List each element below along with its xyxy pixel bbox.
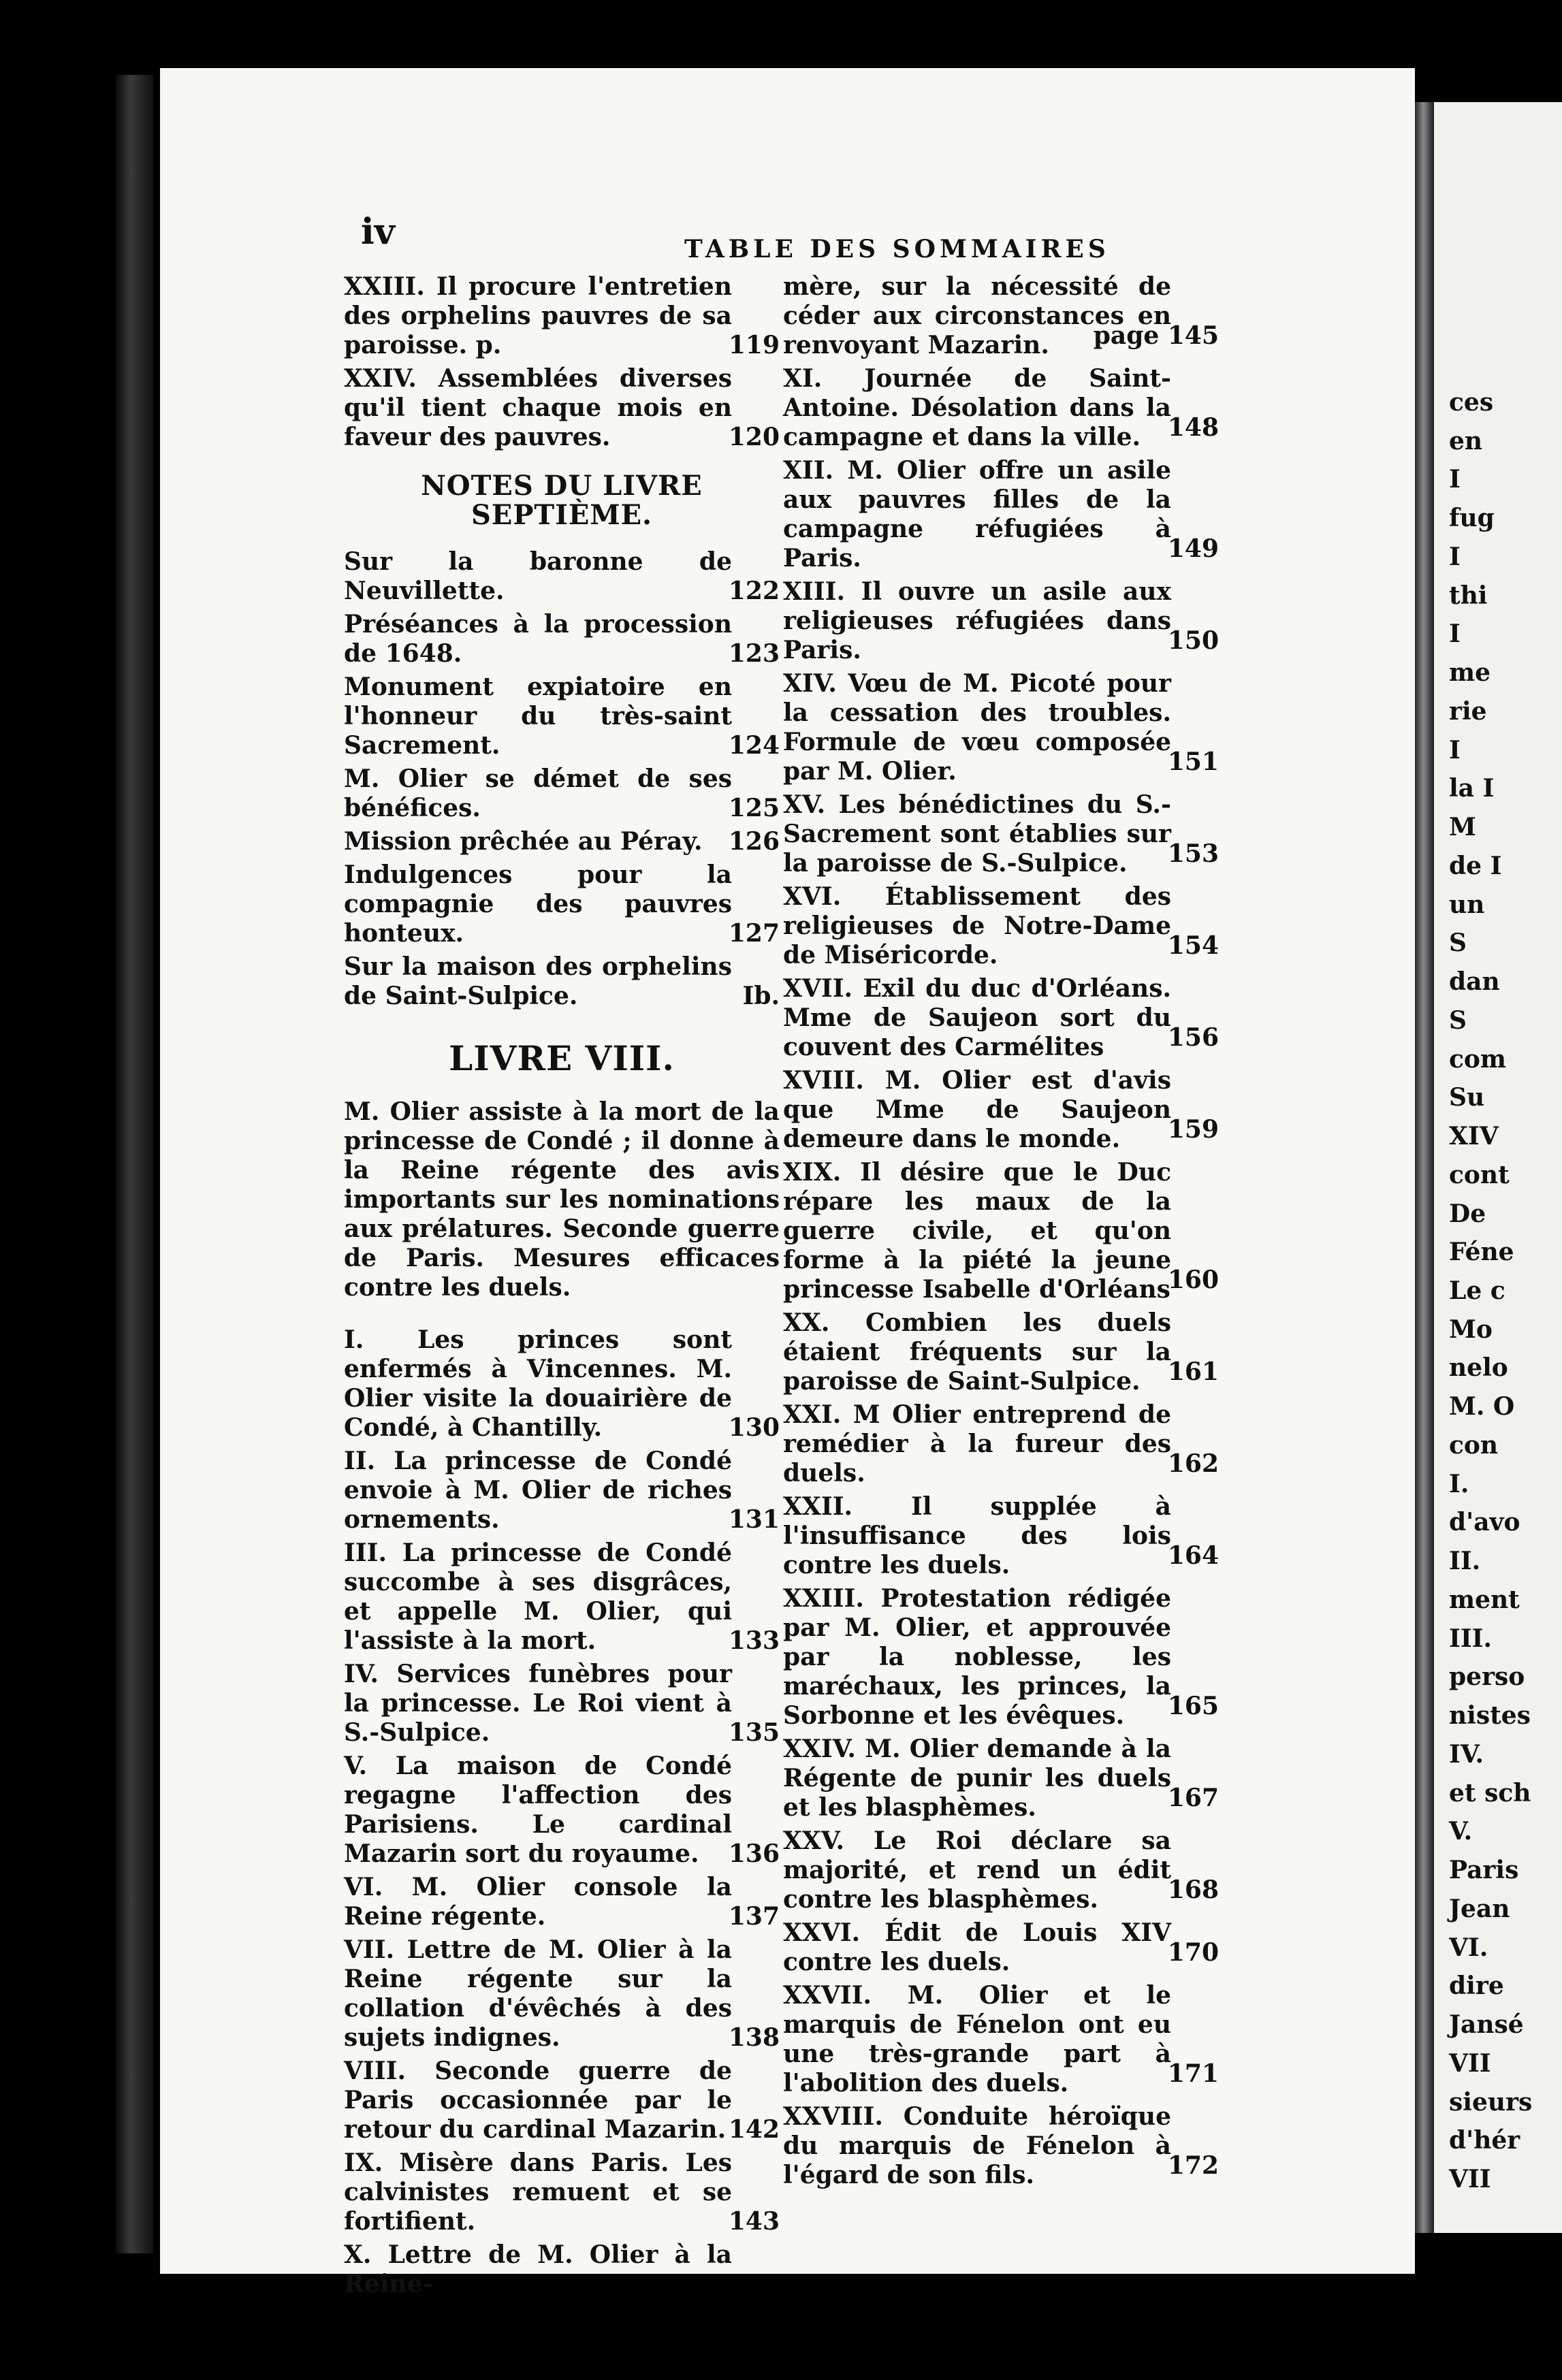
toc-entry [783, 272, 1219, 360]
toc-entry-page: page 145 [1093, 321, 1219, 350]
toc-entry-text: Indulgences pour la compagnie des pauvres honteux. [344, 861, 732, 948]
facing-page-line: IV. [1449, 1740, 1484, 1769]
toc-entry [783, 456, 1219, 573]
toc-entry-page: 167 [1167, 1784, 1219, 1812]
right-entries-list [783, 272, 1219, 2190]
toc-entry [783, 1735, 1219, 1822]
facing-page-line: la I [1449, 774, 1495, 803]
facing-page-line: rie [1449, 697, 1487, 726]
facing-page-line: M [1449, 813, 1476, 841]
toc-entry [783, 2102, 1219, 2190]
toc-entry-page: 143 [728, 2207, 780, 2236]
toc-entry-page: 138 [728, 2023, 780, 2052]
toc-entry [783, 974, 1219, 1062]
facing-page-line: VII [1449, 2165, 1491, 2193]
facing-page-line: I. [1449, 1470, 1469, 1498]
toc-entry [344, 952, 780, 1011]
toc-entry-text: XII. M. Olier offre un asile aux pauvres filles de la campagne réfugiées à Paris. [783, 456, 1171, 573]
facing-page-line: M. O [1449, 1392, 1515, 1421]
toc-entry-text: III. La princesse de Condé succombe à ses disgrâces, et appelle M. Olier, qui l'assiste à la mort. [344, 1539, 732, 1655]
facing-page-line: Mo [1449, 1315, 1493, 1344]
toc-entry [783, 1827, 1219, 1914]
facing-page-line: I [1449, 736, 1461, 765]
toc-entry-text: Mission prêchée au Péray. [344, 827, 703, 856]
toc-entry-page: 125 [728, 794, 780, 822]
toc-entry [344, 364, 780, 452]
toc-entry-text: XXVII. M. Olier et le marquis de Fénelon ont eu une très-grande part à l'abolition des duels. [783, 1981, 1171, 2097]
toc-entry-page: 131 [728, 1505, 780, 1534]
facing-page-line: Jansé [1449, 2010, 1524, 2039]
facing-page-line: Féne [1449, 1238, 1514, 1266]
toc-entry-text: Préséances à la procession de 1648. [344, 610, 732, 668]
toc-entry-page: 159 [1167, 1115, 1219, 1144]
facing-page-line: I [1449, 465, 1461, 494]
toc-entry [344, 1873, 780, 1931]
toc-entry-text: IV. Services funèbres pour la princesse. Le Roi vient à S.-Sulpice. [344, 1660, 732, 1747]
toc-entry [344, 1447, 780, 1534]
toc-entry-page: 149 [1167, 534, 1219, 563]
facing-page-line: cont [1449, 1161, 1510, 1189]
toc-entry-page: 164 [1167, 1541, 1219, 1570]
toc-entry-page: 160 [1167, 1266, 1219, 1294]
toc-entry [783, 1981, 1219, 2098]
facing-page-line: sieurs [1449, 2088, 1533, 2117]
facing-page-fragment [1434, 102, 1562, 2233]
toc-entry-page: 127 [728, 919, 780, 948]
toc-entry-text: Sur la maison des orphelins de Saint-Sulpice. [344, 952, 732, 1010]
toc-entry-text: XVIII. M. Olier est d'avis que Mme de Saujeon demeure dans le monde. [783, 1066, 1171, 1153]
facing-page-line: VII [1449, 2049, 1491, 2078]
running-title: TABLE DES SOMMAIRES [684, 235, 1110, 263]
toc-entry [344, 827, 780, 856]
toc-entry-page: 151 [1167, 747, 1219, 776]
toc-entry-text: XVII. Exil du duc d'Orléans. Mme de Saujeon sort du couvent des Carmélites [783, 974, 1171, 1061]
toc-entry-text: IX. Misère dans Paris. Les calvinistes remuent et se fortifient. [344, 2149, 732, 2236]
toc-entry [344, 1660, 780, 1748]
toc-entry-page: 119 [728, 331, 780, 359]
facing-page-line: S [1449, 1006, 1467, 1035]
toc-entry [344, 610, 780, 669]
toc-entry-page: 172 [1167, 2151, 1219, 2180]
toc-entry-text: XIV. Vœu de M. Picoté pour la cessation des troubles. Formule de vœu composée par M. Olier. [783, 669, 1171, 786]
facing-page-line: et sch [1449, 1779, 1531, 1807]
toc-entry-text: XXIV. Assemblées diverses qu'il tient chaque mois en faveur des pauvres. [344, 364, 732, 451]
toc-entry-page: 124 [728, 731, 780, 760]
toc-entry-text: XXII. Il supplée à l'insuffisance des lois contre les duels. [783, 1492, 1171, 1579]
toc-entry-page: 168 [1167, 1876, 1219, 1904]
toc-entry-page: 126 [728, 827, 780, 856]
toc-entry [783, 669, 1219, 786]
facing-page-line: Jean [1449, 1895, 1510, 1923]
toc-entry-text: V. La maison de Condé regagne l'affection des Parisiens. Le cardinal Mazarin sort du royaume. [344, 1752, 732, 1868]
toc-entry-text: Monument expiatoire en l'honneur du très-saint Sacrement. [344, 673, 732, 760]
toc-entry-page: 133 [728, 1626, 780, 1655]
left-entries-list [344, 272, 780, 452]
facing-page-line: Su [1449, 1083, 1485, 1112]
toc-entry [783, 364, 1219, 452]
toc-entry-text: XXIII. Protestation rédigée par M. Olier, et approuvée par la noblesse, les maréchaux, les princes, la Sorbonne et les évêques. [783, 1584, 1171, 1730]
facing-page-line: nistes [1449, 1701, 1531, 1730]
toc-entry-text: mère, sur la nécessité de céder aux circonstances en renvoyant Mazarin. [783, 272, 1171, 359]
notes-heading: NOTES DU LIVRE SEPTIÈME. [421, 470, 703, 531]
toc-entry-text: II. La princesse de Condé envoie à M. Olier de riches ornements. [344, 1447, 732, 1534]
facing-page-line: II. [1449, 1547, 1481, 1575]
facing-page-line: I [1449, 620, 1461, 648]
toc-entry-page: 156 [1167, 1023, 1219, 1052]
facing-page-line: me [1449, 658, 1491, 687]
facing-page-line: un [1449, 890, 1485, 919]
toc-entry [344, 2149, 780, 2236]
toc-entry [344, 1752, 780, 1869]
facing-page-line: I [1449, 543, 1461, 571]
toc-entry [344, 272, 780, 360]
facing-page-line: dire [1449, 1972, 1504, 2000]
facing-page-line: III. [1449, 1624, 1493, 1653]
toc-entry [783, 577, 1219, 665]
facing-page-line: d'hér [1449, 2126, 1520, 2155]
facing-page-line: De [1449, 1200, 1486, 1228]
toc-entry-text: XIX. Il désire que le Duc répare les maux de la guerre civile, et qu'on forme à la piété la jeune princesse Isabelle d'Orléans [783, 1158, 1171, 1304]
toc-entry-text: XXIV. M. Olier demande à la Régente de punir les duels et les blasphèmes. [783, 1735, 1171, 1822]
toc-entry-text: VIII. Seconde guerre de Paris occasionnée par le retour du cardinal Mazarin. [344, 2057, 732, 2144]
toc-entry-text: XXVIII. Conduite héroïque du marquis de Fénelon à l'égard de son fils. [783, 2102, 1171, 2189]
toc-entry-text: XXV. Le Roi déclare sa majorité, et rend un édit contre les blasphèmes. [783, 1827, 1171, 1914]
toc-entry-page: 150 [1167, 626, 1219, 655]
facing-page-line: Le c [1449, 1276, 1505, 1305]
book-binding [116, 75, 153, 2253]
chapters-list [344, 1325, 780, 2299]
facing-page-line: nelo [1449, 1353, 1508, 1382]
toc-entry [783, 1308, 1219, 1396]
toc-entry [783, 1066, 1219, 1154]
page-number: iv [361, 211, 395, 253]
toc-entry-page: Ib. [742, 982, 780, 1010]
toc-entry-text: VII. Lettre de M. Olier à la Reine régente sur la collation d'évêchés à des sujets indignes. [344, 1935, 732, 2052]
facing-page-line: d'avo [1449, 1508, 1520, 1537]
toc-entry-page: 153 [1167, 839, 1219, 868]
toc-entry [344, 2057, 780, 2144]
book-heading: LIVRE VIII. [449, 1038, 675, 1078]
toc-entry-page: 162 [1167, 1449, 1219, 1478]
facing-page-line: com [1449, 1045, 1507, 1074]
toc-entry-page: 142 [728, 2115, 780, 2144]
toc-entry [783, 1400, 1219, 1488]
toc-entry [783, 882, 1219, 970]
toc-entry-page: 171 [1167, 2059, 1219, 2088]
toc-entry [344, 2240, 780, 2299]
facing-page-line: ces [1449, 388, 1494, 417]
facing-page-line: fug [1449, 504, 1495, 532]
toc-entry-text: VI. M. Olier console la Reine régente. [344, 1873, 732, 1931]
notes-list [344, 547, 780, 1011]
facing-page-line: perso [1449, 1662, 1525, 1691]
toc-entry-text: XXI. M Olier entreprend de remédier à la fureur des duels. [783, 1400, 1171, 1488]
facing-page-line: ment [1449, 1586, 1520, 1614]
toc-entry [344, 765, 780, 823]
toc-entry-text: XXIII. Il procure l'entretien des orphelins pauvres de sa paroisse. p. [344, 272, 732, 359]
toc-entry-text: XXVI. Édit de Louis XIV contre les duels. [783, 1918, 1171, 1976]
toc-entry-page: 170 [1167, 1938, 1219, 1967]
facing-page-line: de I [1449, 852, 1502, 880]
toc-entry [783, 1158, 1219, 1304]
right-column [783, 272, 1219, 2194]
toc-entry-page: 165 [1167, 1692, 1219, 1720]
toc-entry [344, 547, 780, 606]
facing-page-line: en [1449, 427, 1483, 455]
page-gutter-shadow [1415, 102, 1434, 2233]
toc-entry [344, 1325, 780, 1443]
toc-entry [783, 1918, 1219, 1977]
toc-entry-text: XV. Les bénédictines du S.-Sacrement sont établies sur la paroisse de S.-Sulpice. [783, 790, 1171, 878]
toc-entry-page: 135 [728, 1718, 780, 1747]
toc-entry-page: 137 [728, 1902, 780, 1931]
facing-page-line: con [1449, 1431, 1499, 1460]
toc-entry-text: XX. Combien les duels étaient fréquents sur la paroisse de Saint-Sulpice. [783, 1308, 1171, 1396]
toc-entry-page: 120 [728, 423, 780, 451]
toc-entry-text: XIII. Il ouvre un asile aux religieuses réfugiées dans Paris. [783, 577, 1171, 664]
toc-entry-page: 130 [728, 1413, 780, 1442]
facing-page-line: VI. [1449, 1933, 1488, 1962]
toc-entry-page: 122 [728, 577, 780, 605]
facing-page-line: Paris [1449, 1856, 1519, 1884]
toc-entry-page: 154 [1167, 931, 1219, 960]
toc-entry-text: XVI. Établissement des religieuses de Notre-Dame de Miséricorde. [783, 882, 1171, 969]
facing-page-line: V. [1449, 1817, 1473, 1846]
toc-entry [783, 1584, 1219, 1731]
toc-entry-page: 148 [1167, 413, 1219, 442]
toc-entry [344, 1539, 780, 1656]
toc-entry-text: M. Olier se démet de ses bénéfices. [344, 765, 732, 822]
toc-entry [344, 1935, 780, 2053]
toc-entry [783, 1492, 1219, 1580]
toc-entry-page: 136 [728, 1839, 780, 1868]
toc-entry-text: XI. Journée de Saint-Antoine. Désolation dans la campagne et dans la ville. [783, 364, 1171, 451]
facing-page-line: dan [1449, 967, 1500, 996]
facing-page-line: S [1449, 929, 1467, 957]
toc-entry-text: Sur la baronne de Neuvillette. [344, 547, 732, 605]
facing-page-line: thi [1449, 581, 1488, 610]
book-summary: M. Olier assiste à la mort de la princesse de Condé ; il donne à la Reine régente des avis importants sur les nominations aux prélatures. Seconde guerre de Paris. Mesures efficaces contre les duels. [344, 1097, 780, 1302]
toc-entry-text: X. Lettre de M. Olier à la Reine- [344, 2240, 732, 2298]
toc-entry-text: I. Les princes sont enfermés à Vincennes. M. Olier visite la douairière de Condé, à Chantilly. [344, 1325, 732, 1442]
left-column [344, 272, 780, 2303]
toc-entry [783, 790, 1219, 878]
toc-entry-page: 161 [1167, 1357, 1219, 1386]
facing-page-line: XIV [1449, 1122, 1499, 1151]
toc-entry [344, 861, 780, 948]
toc-entry [344, 673, 780, 760]
toc-entry-page: 123 [728, 639, 780, 668]
